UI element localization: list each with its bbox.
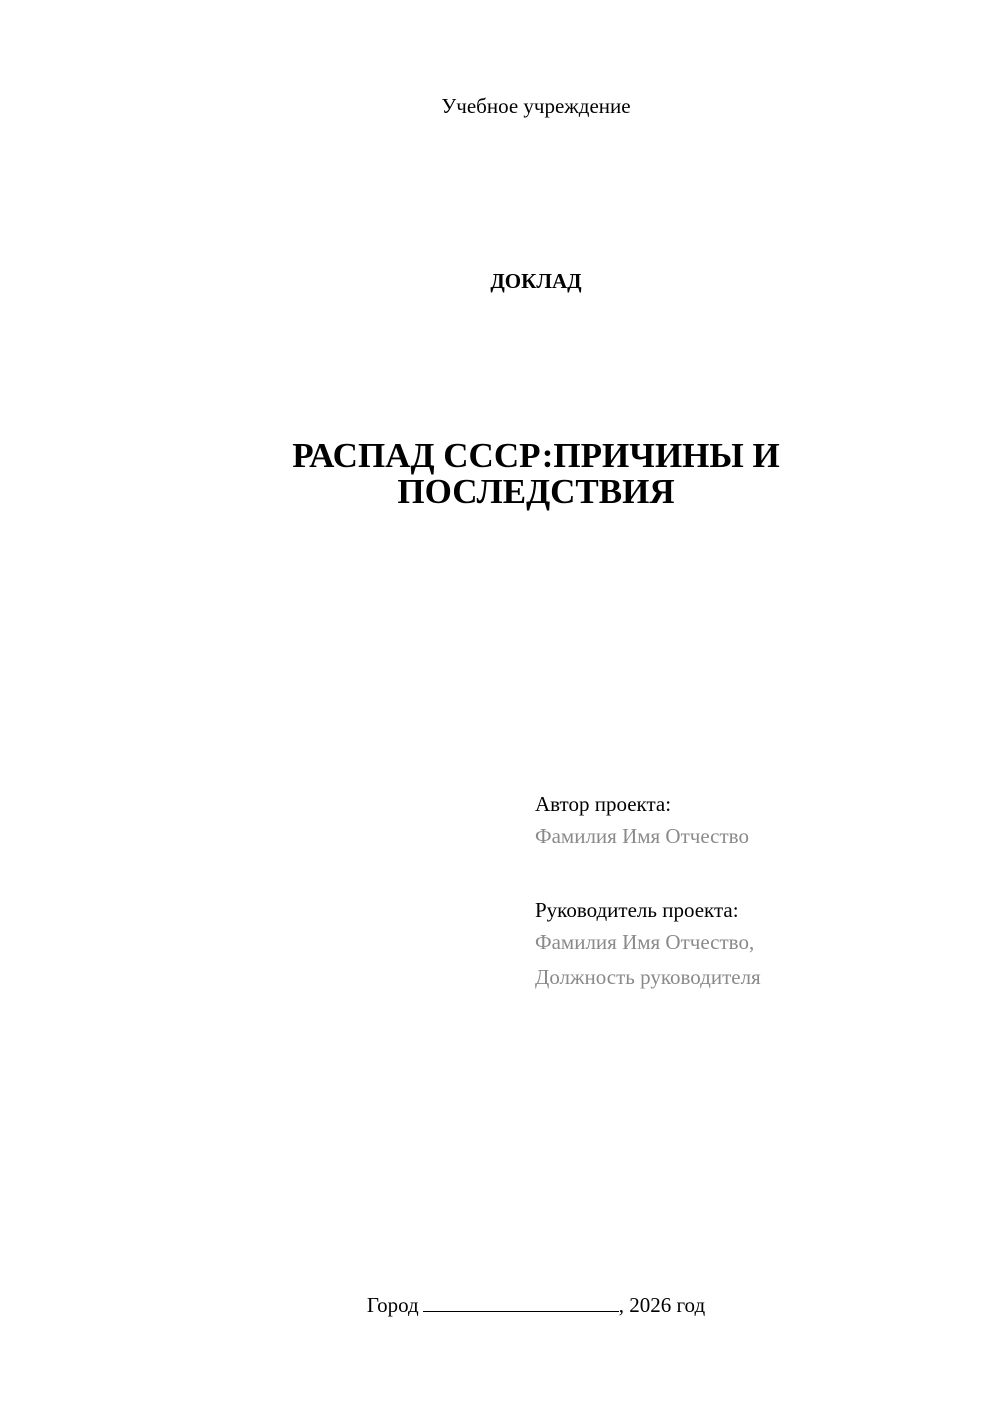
- city-year-line: [0, 1290, 1000, 1320]
- supervisor-position: Должность руководителя: [535, 965, 761, 989]
- document-title-line-2: ПОСЛЕДСТВИЯ: [397, 472, 675, 511]
- author-label: Автор проекта:: [535, 792, 672, 816]
- document-type: ДОКЛАД: [490, 269, 582, 293]
- year-text: , 2026 год: [618, 1293, 706, 1317]
- authors-spacer: [535, 854, 975, 895]
- city-label: Город: [366, 1293, 419, 1317]
- author-name: Фамилия Имя Отчество: [535, 824, 749, 848]
- document-title: [0, 438, 1000, 510]
- document-title-line-1: РАСПАД СССР:ПРИЧИНЫ И: [292, 436, 780, 475]
- supervisor-label: Руководитель проекта:: [535, 898, 739, 922]
- authors-block: [535, 789, 975, 995]
- city-blank-line: [423, 1291, 619, 1312]
- supervisor-name: Фамилия Имя Отчество,: [535, 930, 755, 954]
- institution-name: Учебное учреждение: [441, 94, 631, 118]
